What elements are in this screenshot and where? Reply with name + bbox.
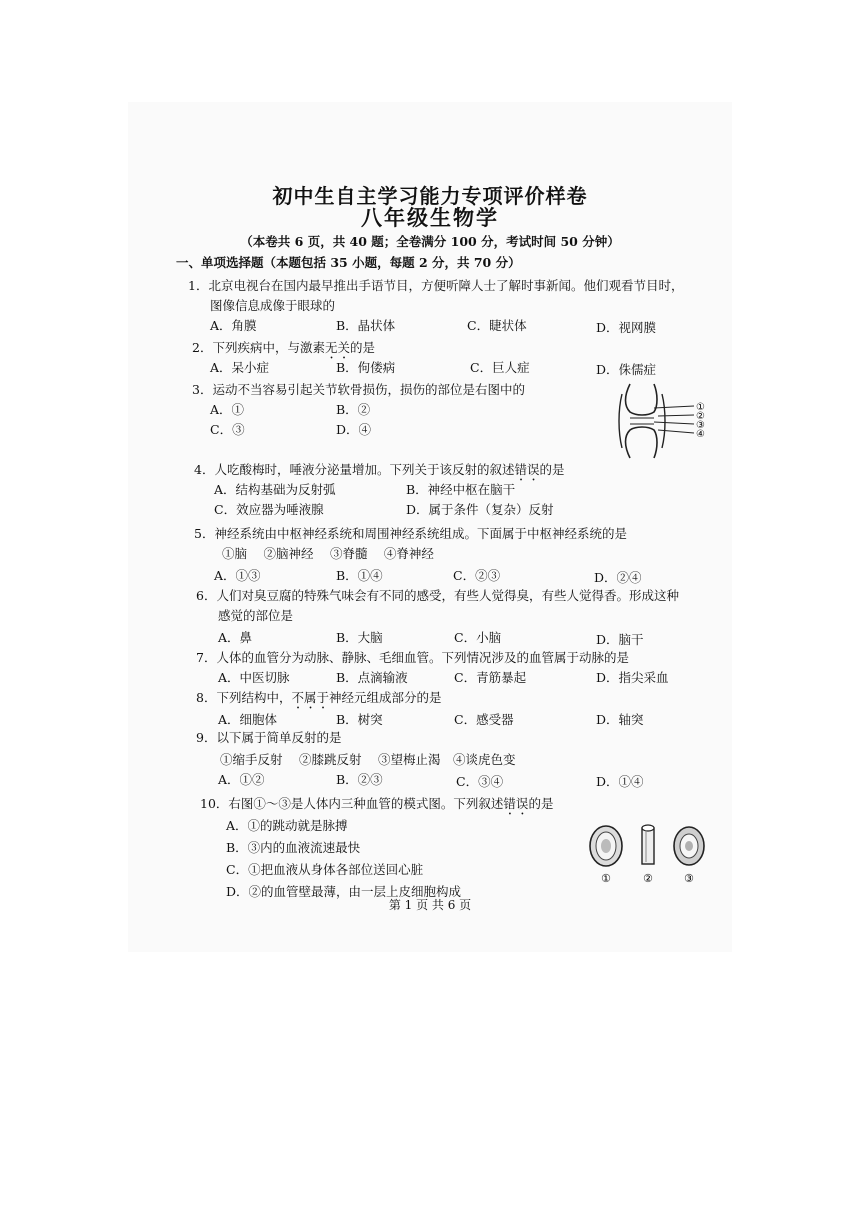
- q5-option-a: A．①③: [214, 568, 261, 583]
- q6-option-d: D．脑干: [596, 632, 644, 647]
- q9-option-b: B．②③: [336, 772, 383, 787]
- exam-subtitle: 八年级生物学: [361, 206, 499, 230]
- q6-option-a: A．鼻: [218, 630, 253, 645]
- q1-option-c: C．睫状体: [467, 318, 527, 333]
- q9-option-a: A．①②: [218, 772, 265, 787]
- q10-option-b: B．③内的血液流速最快: [226, 840, 361, 855]
- q7-stem: 7．人体的血管分为动脉、静脉、毛细血管。下列情况涉及的血管属于动脉的是: [196, 650, 629, 665]
- knee-label-2: ②: [696, 411, 705, 422]
- page-footer: 第 1 页 共 6 页: [388, 898, 472, 912]
- q6-stem-line2: 感觉的部位是: [218, 608, 294, 623]
- q5-option-d: D．②④: [594, 570, 642, 585]
- q4-stem-post: 的是: [539, 462, 565, 477]
- q8-stem-post: 神经元组成部分的是: [328, 690, 442, 705]
- q1-option-d: D．视网膜: [596, 320, 657, 335]
- q4-option-c: C．效应器为唾液腺: [214, 502, 324, 517]
- q3-stem: 3．运动不当容易引起关节软骨损伤，损伤的部位是右图中的: [192, 382, 525, 397]
- vessel-label-1: ①: [601, 872, 611, 885]
- q3-option-a: A．①: [210, 402, 245, 417]
- q9-option-c: C．③④: [456, 774, 504, 789]
- exam-note: （本卷共 6 页，共 40 题；全卷满分 100 分，考试时间 50 分钟）: [240, 234, 620, 249]
- q9-option-d: D．①④: [596, 774, 644, 789]
- q10-stem-post: 的是: [528, 796, 554, 811]
- q2-stem-post: 的是: [349, 340, 375, 355]
- q8-stem: [196, 690, 442, 712]
- q2-option-a: A．呆小症: [210, 360, 270, 375]
- q2-option-c: C．巨人症: [470, 360, 530, 375]
- q2-option-d: D．侏儒症: [596, 362, 657, 377]
- q5-option-b: B．①④: [336, 568, 383, 583]
- q9-stem: 9．以下属于简单反射的是: [196, 730, 342, 745]
- q6-option-c: C．小脑: [454, 630, 502, 645]
- q8-stem-emphasis: 不属于: [291, 690, 329, 705]
- q5-option-c: C．②③: [453, 568, 501, 583]
- q4-option-b: B．神经中枢在脑干: [406, 482, 516, 497]
- q2-option-b: B．佝偻病: [336, 360, 396, 375]
- q9-items: ①缩手反射 ②膝跳反射 ③望梅止渴 ④谈虎色变: [220, 752, 516, 767]
- q8-stem-pre: 8．下列结构中，: [196, 690, 292, 705]
- q10-option-a: A．①的跳动就是脉搏: [226, 818, 348, 833]
- q8-option-d: D．轴突: [596, 712, 644, 727]
- knee-label-1: ①: [696, 402, 705, 413]
- q2-stem: [192, 340, 375, 362]
- q1-stem-line2: 图像信息成像于眼球的: [210, 298, 336, 313]
- vessel-label-3: ③: [684, 872, 694, 885]
- q7-option-a: A．中医切脉: [218, 670, 290, 685]
- q1-stem-line1: 1．北京电视台在国内最早推出手语节目，方便听障人士了解时事新闻。他们观看节目时，: [188, 278, 684, 293]
- q2-stem-pre: 2．下列疾病中，与激素: [192, 340, 325, 355]
- q4-stem: [194, 462, 565, 484]
- q5-items: ①脑 ②脑神经 ③脊髓 ④脊神经: [222, 546, 434, 561]
- q4-stem-emphasis: 错误: [514, 462, 540, 477]
- q3-option-b: B．②: [336, 402, 371, 417]
- q4-option-d: D．属于条件（复杂）反射: [406, 502, 554, 517]
- q4-stem-pre: 4．人吃酸梅时，唾液分泌量增加。下列关于该反射的叙述: [194, 462, 515, 477]
- knee-label-3: ③: [696, 420, 705, 431]
- exam-title: 初中生自主学习能力专项评价样卷: [272, 184, 588, 208]
- vessel-label-2: ②: [643, 872, 653, 885]
- q5-stem: 5．神经系统由中枢神经系统和周围神经系统组成。下面属于中枢神经系统的是: [194, 526, 627, 541]
- q10-option-c: C．①把血液从身体各部位送回心脏: [226, 862, 424, 877]
- q10-stem-emphasis: 错误: [503, 796, 529, 811]
- section-heading: 一、单项选择题（本题包括 35 小题，每题 2 分，共 70 分）: [176, 255, 521, 270]
- q2-stem-emphasis: 无关: [324, 340, 350, 355]
- q7-option-b: B．点滴输液: [336, 670, 408, 685]
- q10-stem: [200, 796, 553, 818]
- blood-vessel-figure: [586, 824, 712, 886]
- q6-stem-line1: 6．人们对臭豆腐的特殊气味会有不同的感受，有些人觉得臭，有些人觉得香。形成这种: [196, 588, 679, 603]
- q1-option-a: A．角膜: [210, 318, 257, 333]
- q3-option-c: C．③: [210, 422, 245, 437]
- knee-label-4: ④: [696, 429, 705, 440]
- q8-option-b: B．树突: [336, 712, 383, 727]
- q8-option-a: A．细胞体: [218, 712, 278, 727]
- q1-option-b: B．晶状体: [336, 318, 396, 333]
- q10-stem-pre: 10．右图①～③是人体内三种血管的模式图。下列叙述: [200, 796, 504, 811]
- q6-option-b: B．大脑: [336, 630, 383, 645]
- q4-option-a: A．结构基础为反射弧: [214, 482, 336, 497]
- knee-joint-figure: [614, 382, 714, 460]
- q7-option-d: D．指尖采血: [596, 670, 669, 685]
- q8-option-c: C．感受器: [454, 712, 514, 727]
- q7-option-c: C．青筋暴起: [454, 670, 527, 685]
- q3-option-d: D．④: [336, 422, 372, 437]
- q10-option-d: D．②的血管壁最薄，由一层上皮细胞构成: [226, 884, 462, 899]
